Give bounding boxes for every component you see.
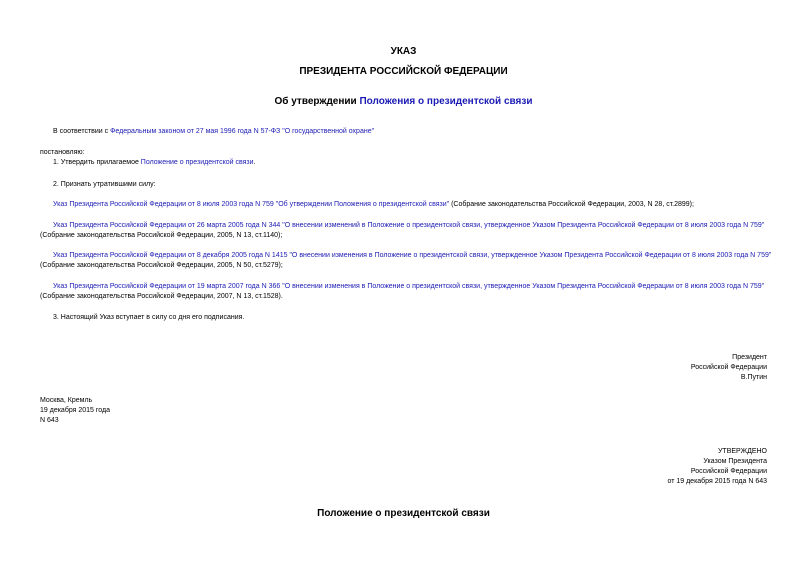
decree-issuer: ПРЕЗИДЕНТА РОССИЙСКОЙ ФЕДЕРАЦИИ <box>299 66 508 77</box>
repeal3-link[interactable]: Указ Президента Российской Федерации от 8 декабря 2005 года N 1415 "О внесении изменения в Положение о президентской связи, утвержденное Указом Президента Российской Федерации от 8 июля 2003 года N 759" <box>53 252 772 259</box>
approval-status: УТВЕРЖДЕНО <box>717 448 767 455</box>
approval-country: Российской Федерации <box>690 468 767 475</box>
decree-word: постановляю: <box>40 149 85 156</box>
item-2: 2. Признать утратившими силу: <box>53 181 156 188</box>
repeal-item-3 <box>40 251 775 271</box>
place-date: 19 декабря 2015 года <box>40 407 111 414</box>
subject-link[interactable]: Положения о президентской связи <box>359 96 533 107</box>
subject-prefix: Об утверждении <box>274 96 360 107</box>
signature-country: Российской Федерации <box>690 364 767 371</box>
repeal-item-2 <box>40 221 775 241</box>
item1-suffix: . <box>253 159 256 166</box>
item1-prefix: 1. Утвердить прилагаемое <box>53 159 141 166</box>
decree-title: УКАЗ <box>390 46 417 57</box>
federal-law-link[interactable]: Федеральным законом от 27 мая 1996 года N 57-ФЗ "О государственной охране" <box>110 128 375 135</box>
decree-number: N 643 <box>40 417 59 424</box>
repeal-item-1 <box>53 200 773 210</box>
item-1 <box>53 158 255 168</box>
repeal-item-4 <box>40 282 775 302</box>
signature-block <box>691 353 767 383</box>
approval-block <box>667 447 767 487</box>
repeal3-source: (Собрание законодательства Российской Федерации, 2005, N 50, ст.5279); <box>40 262 283 269</box>
repeal4-link[interactable]: Указ Президента Российской Федерации от 19 марта 2007 года N 366 "О внесении изменения в Положение о президентской связи, утвержденное Указом Президента Российской Федерации от 8 июля 2003 года N 759" <box>53 283 765 290</box>
regulation-link[interactable]: Положение о президентской связи <box>140 159 254 166</box>
intro-prefix: В соответствии с <box>53 128 111 135</box>
repeal4-source: (Собрание законодательства Российской Федерации, 2007, N 13, ст.1528). <box>40 293 283 300</box>
annex-title: Положение о президентской связи <box>317 508 490 519</box>
approval-date: от 19 декабря 2015 года N 643 <box>667 478 767 485</box>
repeal2-source: (Собрание законодательства Российской Федерации, 2005, N 13, ст.1140); <box>40 232 283 239</box>
intro-paragraph <box>53 127 374 137</box>
repeal1-link[interactable]: Указ Президента Российской Федерации от 8 июля 2003 года N 759 "Об утверждении Положения о президентской связи" <box>53 201 450 208</box>
signature-name: В.Путин <box>740 374 767 381</box>
repeal1-source: (Собрание законодательства Российской Федерации, 2003, N 28, ст.2899); <box>449 201 694 208</box>
place-date-block <box>40 396 110 426</box>
approval-by: Указом Президента <box>703 458 767 465</box>
repeal2-link[interactable]: Указ Президента Российской Федерации от 26 марта 2005 года N 344 "О внесении изменений в Положение о президентской связи, утвержденное Указом Президента Российской Федерации от 8 июля 2003 года N 759" <box>53 222 765 229</box>
decree-subject <box>0 96 807 107</box>
signature-title: Президент <box>732 354 767 361</box>
item-3: 3. Настоящий Указ вступает в силу со дня его подписания. <box>53 314 245 321</box>
place-city: Москва, Кремль <box>40 397 93 404</box>
